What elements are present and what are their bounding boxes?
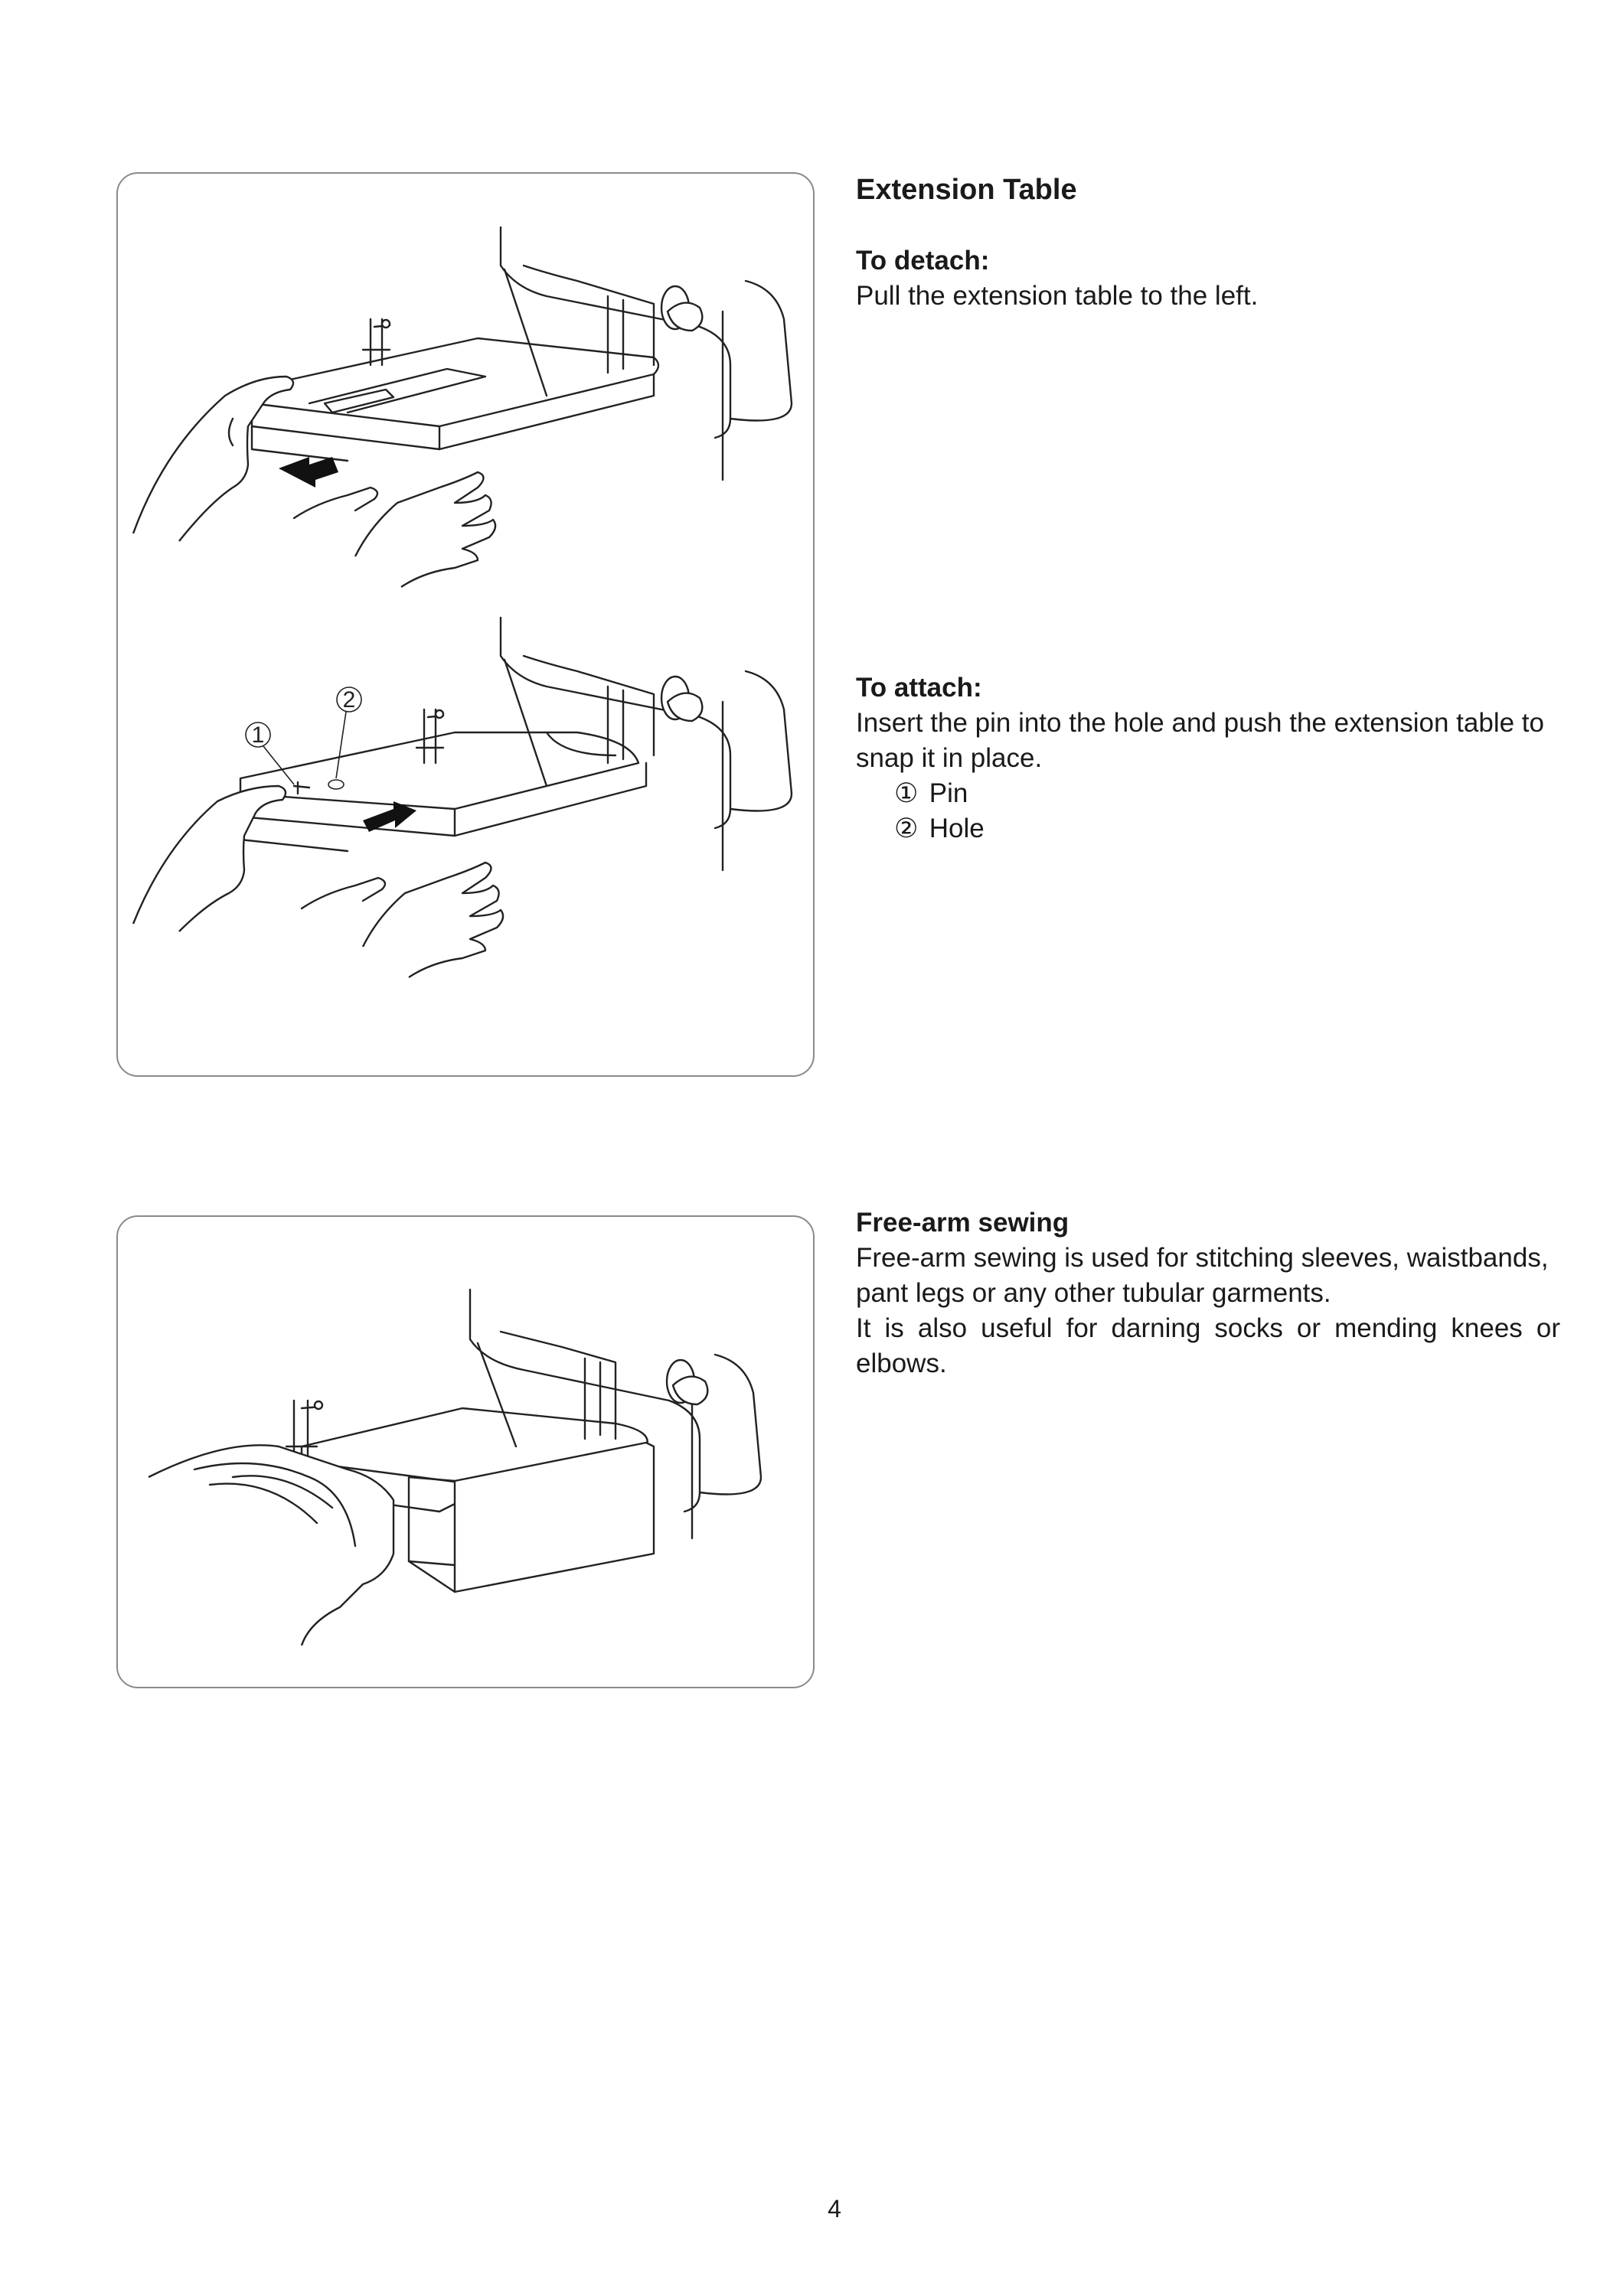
attach-section <box>856 670 1560 846</box>
list-item-pin <box>894 776 1560 811</box>
free-arm-text-1: Free-arm sewing is used for stitching sleeves, waistbands, pant legs or any other tubular garments. <box>856 1243 1549 1308</box>
callout-pin: 1 <box>251 722 265 748</box>
attach-text: Insert the pin into the hole and push the extension table to snap it in place. <box>856 708 1544 773</box>
pin-number: ① <box>894 778 919 808</box>
callout-hole: 2 <box>342 687 356 713</box>
attach-illustration <box>133 618 792 977</box>
page-number: 4 <box>828 2195 841 2223</box>
free-arm-text-2: It is also useful for darning socks or mending knees or elbows. <box>856 1313 1560 1378</box>
extension-table-section <box>856 172 1560 314</box>
free-arm-illustration-panel <box>116 1215 815 1688</box>
free-arm-section <box>856 1205 1560 1381</box>
attach-heading: To attach: <box>856 673 982 703</box>
detach-text: Pull the extension table to the left. <box>856 281 1259 311</box>
list-item-hole <box>894 811 1560 846</box>
detach-illustration <box>133 227 792 587</box>
section-title: Extension Table <box>856 174 1077 206</box>
free-arm-illustration <box>118 1217 816 1690</box>
pin-label: Pin <box>929 778 968 808</box>
extension-table-illustration-panel <box>116 172 815 1077</box>
free-arm-heading: Free-arm sewing <box>856 1208 1069 1238</box>
hole-number: ② <box>894 814 919 843</box>
hole-label: Hole <box>929 814 985 843</box>
extension-table-illustrations <box>118 174 816 1078</box>
detach-heading: To detach: <box>856 246 990 276</box>
